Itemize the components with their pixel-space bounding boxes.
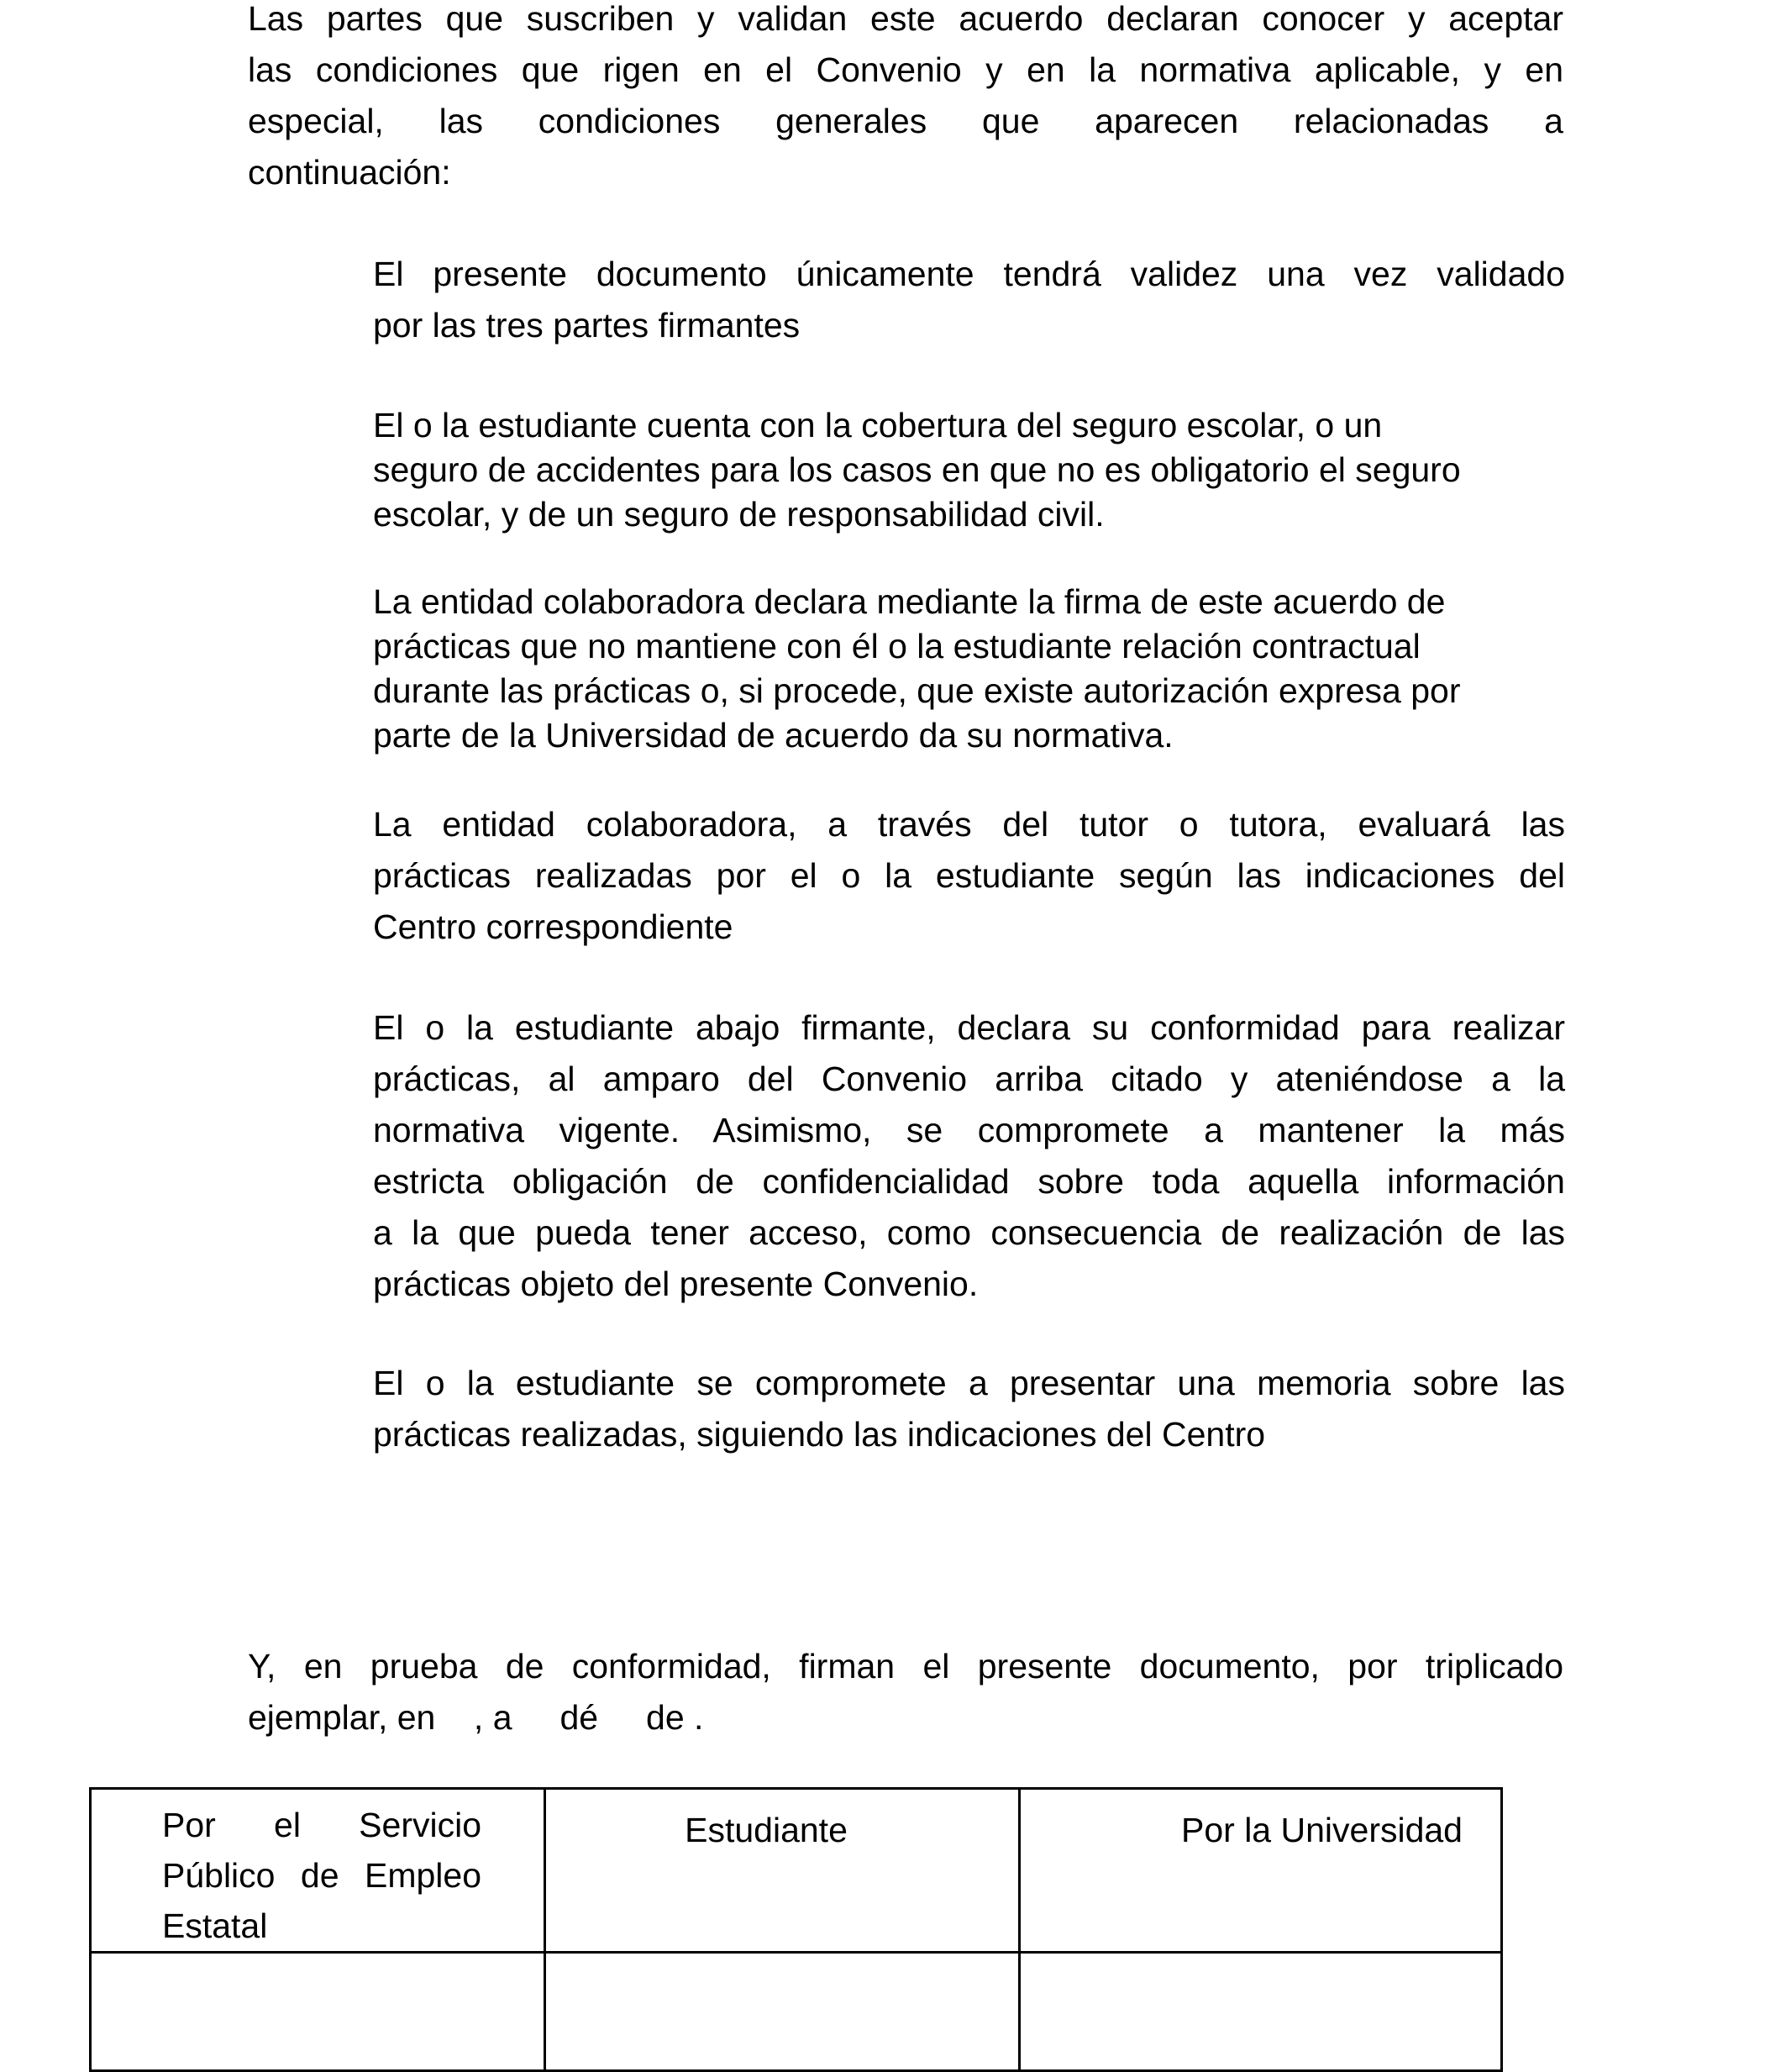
- condition-line: prácticas objeto del presente Convenio.: [373, 1265, 979, 1303]
- condition-line: Centro correspondiente: [373, 907, 733, 946]
- intro-line: especial, las condiciones generales que aparecen relacionadas a: [248, 102, 1563, 140]
- condition-report: [373, 1358, 1565, 1460]
- header-cell-student: [545, 1789, 1020, 1953]
- condition-line: La entidad colaboradora, a través del tutor o tutora, evaluará las: [373, 805, 1565, 844]
- condition-line: El o la estudiante cuenta con la cobertura del seguro escolar, o un: [373, 406, 1383, 444]
- condition-line: prácticas realizadas, siguiendo las indicaciones del Centro: [373, 1415, 1266, 1454]
- header-label: [92, 1790, 544, 1951]
- condition-line: estricta obligación de confidencialidad sobre toda aquella información: [373, 1162, 1565, 1201]
- signature-cell-student: [545, 1953, 1020, 2071]
- header-cell-university: [1020, 1789, 1502, 1953]
- closing-paragraph: [248, 1641, 1563, 1743]
- condition-line: prácticas, al amparo del Convenio arriba citado y ateniéndose a la: [373, 1060, 1565, 1098]
- header-label: Estudiante: [685, 1811, 848, 1849]
- condition-insurance: [373, 403, 1591, 537]
- condition-line: La entidad colaboradora declara mediante la firma de este acuerdo de: [373, 582, 1446, 621]
- signature-cell-employment-service: [91, 1953, 545, 2071]
- header-line: Por el Servicio: [162, 1806, 481, 1844]
- closing-date-line: ejemplar, en , a dé de .: [248, 1698, 704, 1737]
- condition-line: seguro de accidentes para los casos en que no es obligatorio el seguro: [373, 450, 1461, 489]
- header-cell-employment-service: [91, 1789, 545, 1953]
- header-line: Estatal: [162, 1906, 268, 1945]
- condition-line: El o la estudiante se compromete a presentar una memoria sobre las: [373, 1364, 1565, 1402]
- signature-cell-university: [1020, 1953, 1502, 2071]
- condition-evaluation: [373, 799, 1565, 953]
- condition-validity: [373, 249, 1565, 351]
- condition-confidentiality: [373, 1002, 1565, 1310]
- intro-paragraph: [248, 0, 1563, 198]
- closing-line: Y, en prueba de conformidad, firman el presente documento, por triplicado: [248, 1647, 1563, 1685]
- condition-line: escolar, y de un seguro de responsabilidad civil.: [373, 495, 1105, 534]
- intro-line: las condiciones que rigen en el Convenio y en la normativa aplicable, y en: [248, 50, 1563, 89]
- header-line: Público de Empleo: [162, 1856, 481, 1895]
- signature-table: [89, 1787, 1503, 2072]
- signature-table-sign-row: [91, 1953, 1502, 2071]
- condition-line: El presente documento únicamente tendrá validez una vez validado: [373, 255, 1565, 293]
- condition-no-contract: [373, 580, 1591, 758]
- condition-line: prácticas realizadas por el o la estudiante según las indicaciones del: [373, 856, 1565, 895]
- condition-line: por las tres partes firmantes: [373, 306, 801, 344]
- intro-line: continuación:: [248, 153, 451, 192]
- condition-line: El o la estudiante abajo firmante, declara su conformidad para realizar: [373, 1008, 1565, 1047]
- condition-line: prácticas que no mantiene con él o la estudiante relación contractual: [373, 627, 1421, 665]
- intro-line: Las partes que suscriben y validan este acuerdo declaran conocer y aceptar: [248, 0, 1563, 38]
- condition-line: parte de la Universidad de acuerdo da su normativa.: [373, 716, 1174, 755]
- signature-table-header-row: [91, 1789, 1502, 1953]
- header-label: Por la Universidad: [1181, 1811, 1463, 1849]
- condition-line: normativa vigente. Asimismo, se compromete a mantener la más: [373, 1111, 1565, 1149]
- condition-line: a la que pueda tener acceso, como consecuencia de realización de las: [373, 1213, 1565, 1252]
- condition-line: durante las prácticas o, si procede, que existe autorización expresa por: [373, 671, 1461, 710]
